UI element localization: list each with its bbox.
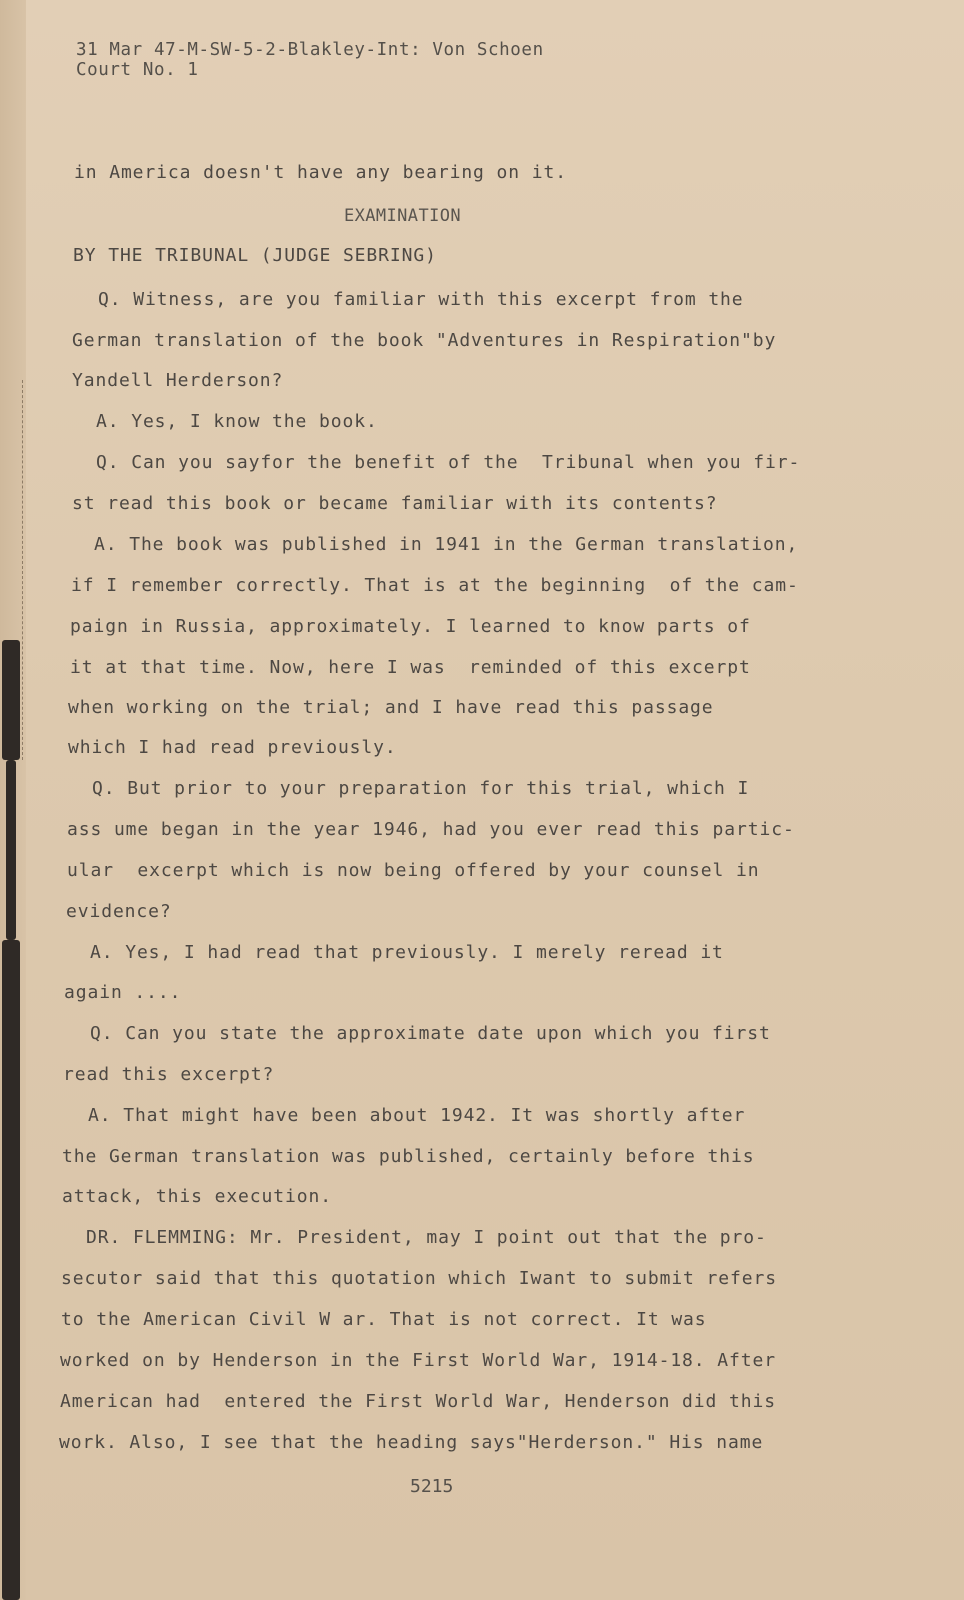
- transcript-line: German translation of the book "Adventures in Respiration"by: [72, 330, 777, 351]
- paper-tear: [0, 380, 23, 760]
- examiner-heading: BY THE TRIBUNAL (JUDGE SEBRING): [73, 245, 437, 266]
- transcript-line: Q. Witness, are you familiar with this excerpt from the: [98, 289, 744, 310]
- transcript-line: attack, this execution.: [62, 1186, 332, 1207]
- transcript-line: Yandell Herderson?: [72, 370, 284, 391]
- header-court: Court No. 1: [76, 60, 199, 80]
- transcript-line: A. That might have been about 1942. It was shortly after: [88, 1105, 746, 1126]
- document-header: [76, 40, 544, 80]
- transcript-line: DR. FLEMMING: Mr. President, may I point out that the pro-: [86, 1227, 767, 1248]
- transcript-line: worked on by Henderson in the First World War, 1914-18. After: [60, 1350, 776, 1371]
- transcript-line: Q. Can you sayfor the benefit of the Tribunal when you fir-: [96, 452, 801, 473]
- torn-left-margin: [0, 0, 26, 1600]
- transcript-line: if I remember correctly. That is at the beginning of the cam-: [71, 575, 799, 596]
- transcript-line: A. Yes, I know the book.: [96, 411, 378, 432]
- header-reference: 31 Mar 47-M-SW-5-2-Blakley-Int: Von Schoen: [76, 40, 544, 60]
- transcript-line: Q. But prior to your preparation for this trial, which I: [92, 778, 750, 799]
- transcript-line: American had entered the First World War, Henderson did this: [60, 1391, 776, 1412]
- transcript-line: when working on the trial; and I have read this passage: [68, 697, 714, 718]
- transcript-line: A. The book was published in 1941 in the German translation,: [94, 534, 799, 555]
- transcript-line: again ....: [64, 982, 182, 1003]
- transcript-line: it at that time. Now, here I was reminded of this excerpt: [70, 657, 751, 678]
- transcript-line: to the American Civil W ar. That is not correct. It was: [61, 1309, 707, 1330]
- transcript-line: st read this book or became familiar with its contents?: [72, 493, 718, 514]
- edge-mark: [2, 940, 20, 1600]
- transcript-line: secutor said that this quotation which Iwant to submit refers: [61, 1268, 777, 1289]
- section-heading: EXAMINATION: [344, 206, 461, 226]
- transcript-line: work. Also, I see that the heading says"Herderson." His name: [59, 1432, 764, 1453]
- transcript-line: ular excerpt which is now being offered by your counsel in: [67, 860, 760, 881]
- edge-mark: [6, 760, 16, 940]
- transcript-line: ass ume began in the year 1946, had you ever read this partic-: [67, 819, 795, 840]
- transcript-line: read this excerpt?: [63, 1064, 275, 1085]
- transcript-line: evidence?: [66, 901, 172, 922]
- continuation-line: in America doesn't have any bearing on it.: [74, 162, 567, 183]
- transcript-line: which I had read previously.: [68, 737, 397, 758]
- transcript-line: A. Yes, I had read that previously. I merely reread it: [90, 942, 724, 963]
- transcript-line: the German translation was published, certainly before this: [62, 1146, 755, 1167]
- transcript-line: paign in Russia, approximately. I learned to know parts of: [70, 616, 751, 637]
- transcript-line: Q. Can you state the approximate date upon which you first: [90, 1023, 771, 1044]
- page-number: 5215: [410, 1476, 454, 1497]
